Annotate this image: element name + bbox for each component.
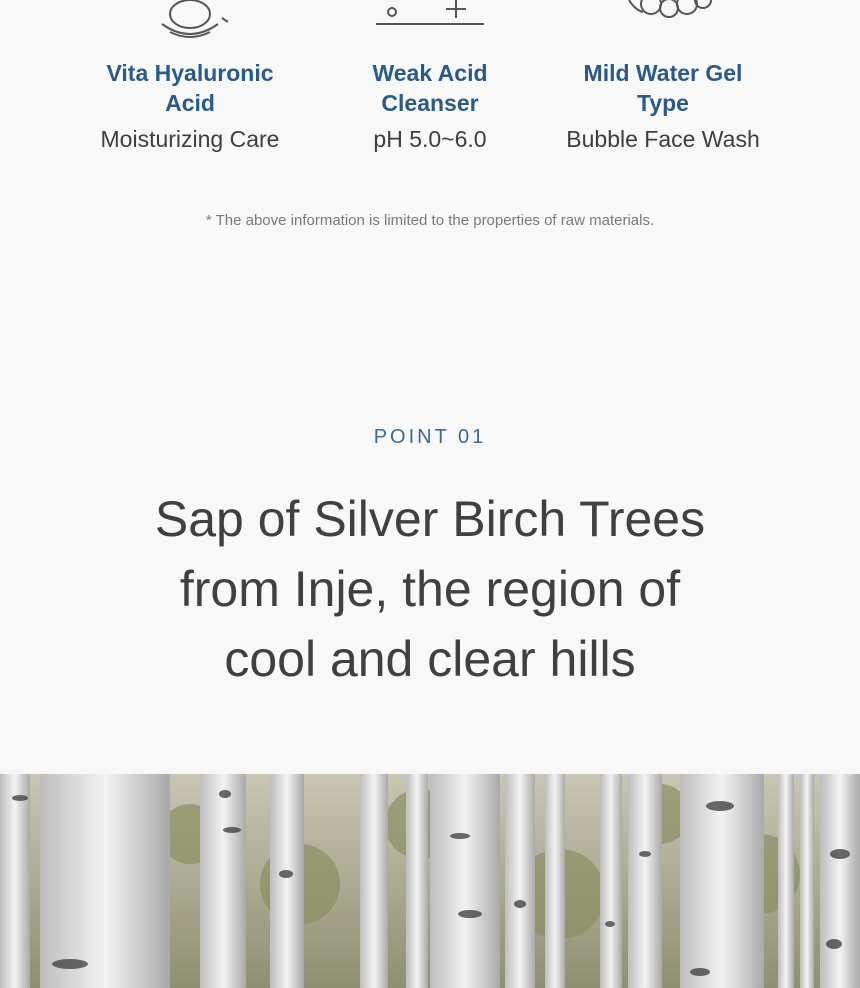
water-drop-icon <box>60 0 320 40</box>
feature-description: Bubble Face Wash <box>566 126 760 152</box>
birch-forest-illustration <box>0 774 860 988</box>
point-label: POINT 01 <box>373 426 487 448</box>
feature-title: Vita Hyaluronic Acid <box>106 60 274 116</box>
feature-title: Mild Water Gel Type <box>583 60 743 116</box>
feature-description: Moisturizing Care <box>100 126 280 152</box>
foam-bubbles-icon <box>533 0 793 40</box>
disclaimer-note: * The above information is limited to the properties of raw materials. <box>205 212 655 229</box>
feature-title: Weak Acid Cleanser <box>372 60 488 116</box>
feature-row <box>0 0 860 160</box>
birch-forest-photo <box>0 774 860 988</box>
section-headline: Sap of Silver Birch Trees from Inje, the region of cool and clear hills <box>154 491 706 687</box>
feature-description: pH 5.0~6.0 <box>373 126 487 152</box>
ph-scale-icon <box>300 0 560 40</box>
